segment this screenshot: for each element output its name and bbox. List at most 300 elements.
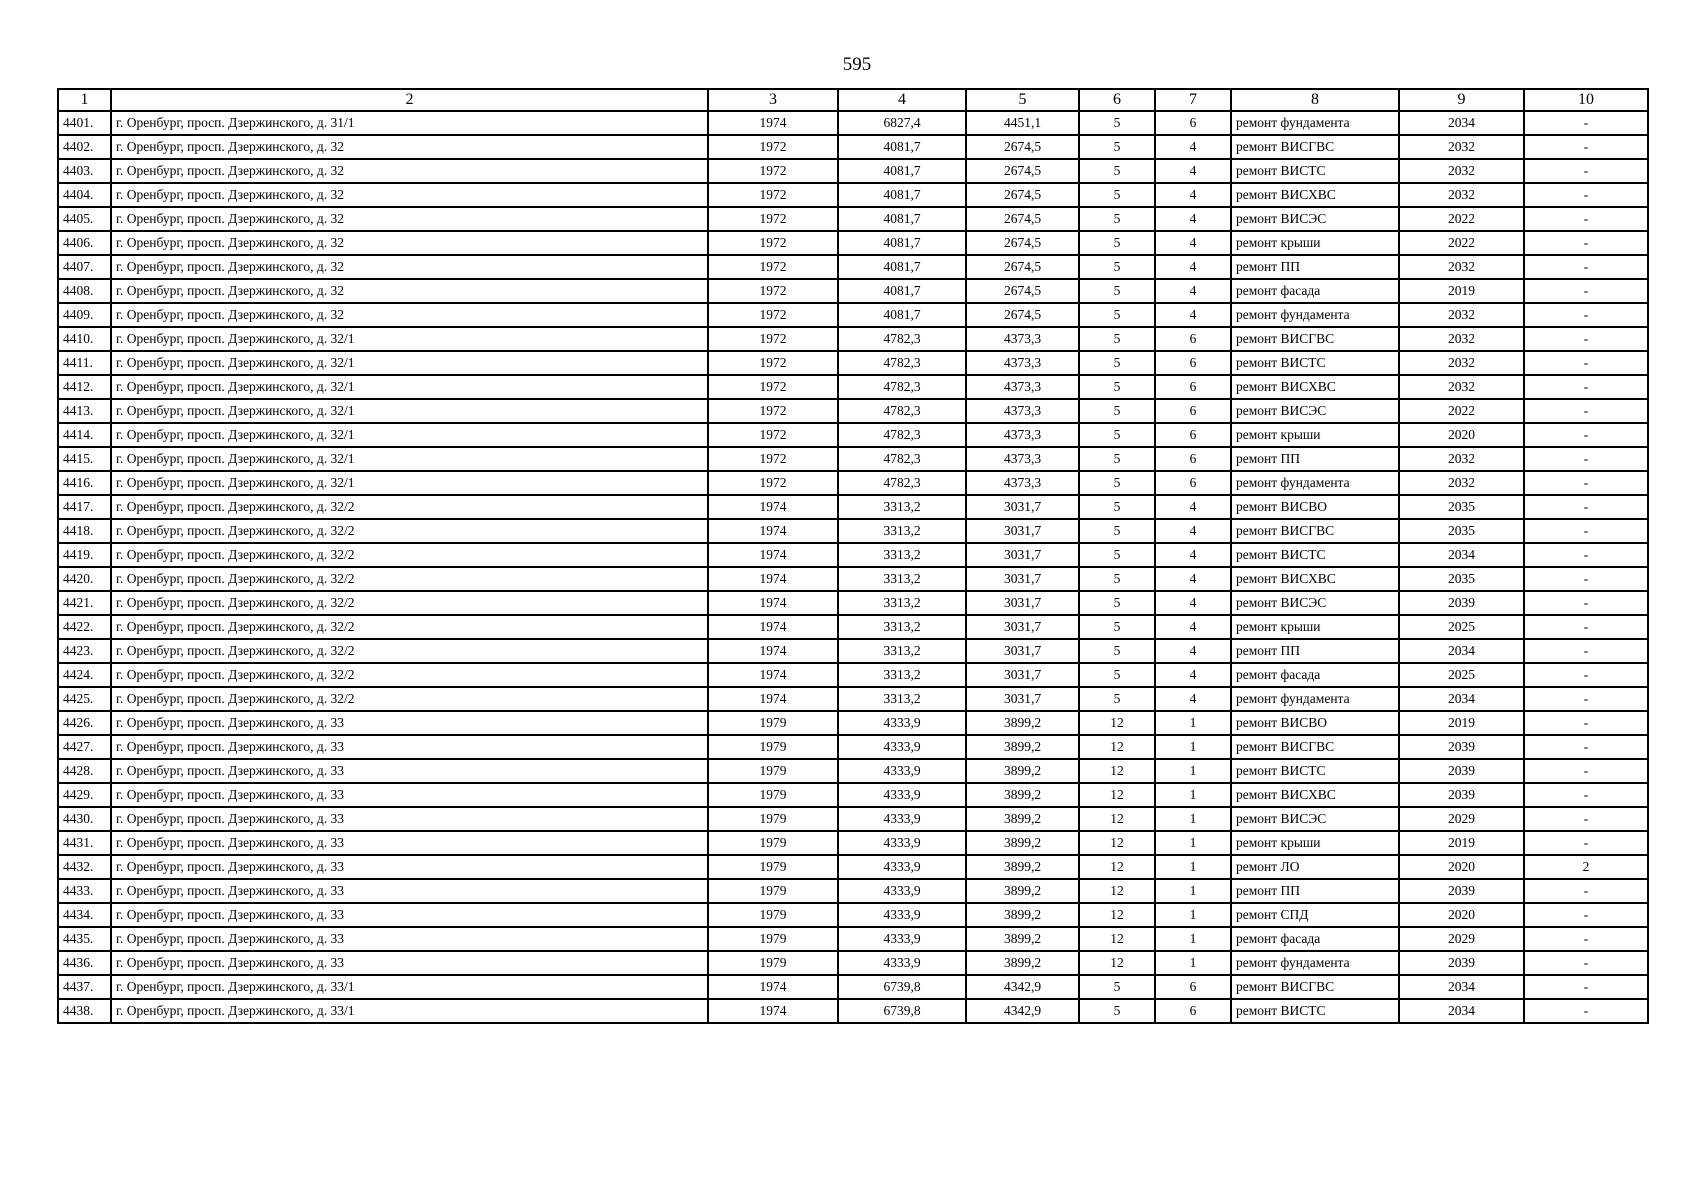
- planned-year-cell: 2032: [1399, 183, 1524, 207]
- table-row: [58, 807, 1648, 831]
- total-area-cell: 3313,2: [838, 639, 966, 663]
- planned-year-cell: 2039: [1399, 759, 1524, 783]
- floors-cell: 5: [1079, 639, 1155, 663]
- note-cell: 2: [1524, 855, 1648, 879]
- table-row: [58, 207, 1648, 231]
- address-cell: г. Оренбург, просп. Дзержинского, д. 33: [111, 735, 708, 759]
- row-number-cell: 4428.: [58, 759, 111, 783]
- total-area-cell: 4333,9: [838, 807, 966, 831]
- total-area-cell: 4081,7: [838, 303, 966, 327]
- address-cell: г. Оренбург, просп. Дзержинского, д. 32: [111, 207, 708, 231]
- row-number-cell: 4407.: [58, 255, 111, 279]
- entrances-cell: 4: [1155, 591, 1231, 615]
- year-cell: 1972: [708, 303, 838, 327]
- entrances-cell: 4: [1155, 231, 1231, 255]
- entrances-cell: 4: [1155, 543, 1231, 567]
- table-row: [58, 759, 1648, 783]
- table-row: [58, 495, 1648, 519]
- entrances-cell: 4: [1155, 279, 1231, 303]
- column-header: 3: [708, 89, 838, 111]
- note-cell: -: [1524, 375, 1648, 399]
- floors-cell: 5: [1079, 399, 1155, 423]
- table-row: [58, 951, 1648, 975]
- total-area-cell: 4782,3: [838, 327, 966, 351]
- planned-year-cell: 2034: [1399, 975, 1524, 999]
- living-area-cell: 3031,7: [966, 495, 1079, 519]
- work-type-cell: ремонт ВИСТС: [1231, 999, 1399, 1023]
- table-row: [58, 735, 1648, 759]
- total-area-cell: 6827,4: [838, 111, 966, 135]
- living-area-cell: 2674,5: [966, 255, 1079, 279]
- table-row: [58, 639, 1648, 663]
- planned-year-cell: 2019: [1399, 831, 1524, 855]
- work-type-cell: ремонт ПП: [1231, 639, 1399, 663]
- floors-cell: 12: [1079, 855, 1155, 879]
- floors-cell: 5: [1079, 207, 1155, 231]
- year-cell: 1972: [708, 375, 838, 399]
- work-type-cell: ремонт ВИСЭС: [1231, 399, 1399, 423]
- planned-year-cell: 2039: [1399, 879, 1524, 903]
- work-type-cell: ремонт фундамента: [1231, 303, 1399, 327]
- living-area-cell: 4373,3: [966, 327, 1079, 351]
- year-cell: 1979: [708, 855, 838, 879]
- row-number-cell: 4414.: [58, 423, 111, 447]
- table-row: [58, 111, 1648, 135]
- entrances-cell: 6: [1155, 975, 1231, 999]
- address-cell: г. Оренбург, просп. Дзержинского, д. 32/2: [111, 615, 708, 639]
- floors-cell: 5: [1079, 423, 1155, 447]
- work-type-cell: ремонт ВИСГВС: [1231, 735, 1399, 759]
- row-number-cell: 4436.: [58, 951, 111, 975]
- entrances-cell: 1: [1155, 783, 1231, 807]
- table-row: [58, 543, 1648, 567]
- note-cell: -: [1524, 783, 1648, 807]
- row-number-cell: 4423.: [58, 639, 111, 663]
- address-cell: г. Оренбург, просп. Дзержинского, д. 33: [111, 879, 708, 903]
- note-cell: -: [1524, 903, 1648, 927]
- address-cell: г. Оренбург, просп. Дзержинского, д. 33/1: [111, 975, 708, 999]
- total-area-cell: 4333,9: [838, 831, 966, 855]
- repair-schedule-table: [57, 88, 1649, 1024]
- address-cell: г. Оренбург, просп. Дзержинского, д. 32: [111, 255, 708, 279]
- entrances-cell: 6: [1155, 375, 1231, 399]
- work-type-cell: ремонт фасада: [1231, 663, 1399, 687]
- living-area-cell: 4342,9: [966, 975, 1079, 999]
- living-area-cell: 3899,2: [966, 903, 1079, 927]
- address-cell: г. Оренбург, просп. Дзержинского, д. 32/2: [111, 495, 708, 519]
- planned-year-cell: 2039: [1399, 783, 1524, 807]
- total-area-cell: 3313,2: [838, 615, 966, 639]
- address-cell: г. Оренбург, просп. Дзержинского, д. 32/2: [111, 687, 708, 711]
- year-cell: 1974: [708, 999, 838, 1023]
- table-body: [58, 111, 1648, 1023]
- work-type-cell: ремонт ПП: [1231, 447, 1399, 471]
- year-cell: 1972: [708, 351, 838, 375]
- row-number-cell: 4403.: [58, 159, 111, 183]
- total-area-cell: 4081,7: [838, 231, 966, 255]
- work-type-cell: ремонт ВИСЭС: [1231, 591, 1399, 615]
- row-number-cell: 4417.: [58, 495, 111, 519]
- floors-cell: 12: [1079, 783, 1155, 807]
- total-area-cell: 4333,9: [838, 759, 966, 783]
- planned-year-cell: 2022: [1399, 207, 1524, 231]
- year-cell: 1974: [708, 495, 838, 519]
- table-row: [58, 231, 1648, 255]
- total-area-cell: 4782,3: [838, 423, 966, 447]
- planned-year-cell: 2032: [1399, 255, 1524, 279]
- entrances-cell: 4: [1155, 615, 1231, 639]
- floors-cell: 5: [1079, 543, 1155, 567]
- floors-cell: 5: [1079, 303, 1155, 327]
- row-number-cell: 4404.: [58, 183, 111, 207]
- total-area-cell: 6739,8: [838, 975, 966, 999]
- living-area-cell: 4373,3: [966, 375, 1079, 399]
- floors-cell: 12: [1079, 831, 1155, 855]
- note-cell: -: [1524, 567, 1648, 591]
- year-cell: 1972: [708, 135, 838, 159]
- address-cell: г. Оренбург, просп. Дзержинского, д. 33: [111, 807, 708, 831]
- total-area-cell: 3313,2: [838, 567, 966, 591]
- note-cell: -: [1524, 807, 1648, 831]
- work-type-cell: ремонт ВИСТС: [1231, 759, 1399, 783]
- total-area-cell: 4333,9: [838, 927, 966, 951]
- row-number-cell: 4425.: [58, 687, 111, 711]
- year-cell: 1979: [708, 831, 838, 855]
- address-cell: г. Оренбург, просп. Дзержинского, д. 32: [111, 183, 708, 207]
- table-row: [58, 135, 1648, 159]
- note-cell: -: [1524, 279, 1648, 303]
- planned-year-cell: 2035: [1399, 567, 1524, 591]
- living-area-cell: 2674,5: [966, 207, 1079, 231]
- floors-cell: 5: [1079, 255, 1155, 279]
- note-cell: -: [1524, 495, 1648, 519]
- address-cell: г. Оренбург, просп. Дзержинского, д. 32: [111, 159, 708, 183]
- total-area-cell: 4333,9: [838, 711, 966, 735]
- work-type-cell: ремонт ВИСХВС: [1231, 183, 1399, 207]
- table-row: [58, 375, 1648, 399]
- address-cell: г. Оренбург, просп. Дзержинского, д. 32: [111, 135, 708, 159]
- floors-cell: 12: [1079, 903, 1155, 927]
- note-cell: -: [1524, 111, 1648, 135]
- floors-cell: 5: [1079, 327, 1155, 351]
- living-area-cell: 4342,9: [966, 999, 1079, 1023]
- row-number-cell: 4421.: [58, 591, 111, 615]
- table-row: [58, 255, 1648, 279]
- total-area-cell: 4333,9: [838, 855, 966, 879]
- total-area-cell: 4782,3: [838, 399, 966, 423]
- work-type-cell: ремонт фундамента: [1231, 687, 1399, 711]
- entrances-cell: 1: [1155, 879, 1231, 903]
- planned-year-cell: 2029: [1399, 927, 1524, 951]
- address-cell: г. Оренбург, просп. Дзержинского, д. 32/2: [111, 519, 708, 543]
- year-cell: 1972: [708, 471, 838, 495]
- floors-cell: 5: [1079, 471, 1155, 495]
- note-cell: -: [1524, 951, 1648, 975]
- year-cell: 1979: [708, 735, 838, 759]
- year-cell: 1974: [708, 615, 838, 639]
- note-cell: -: [1524, 231, 1648, 255]
- note-cell: -: [1524, 327, 1648, 351]
- note-cell: -: [1524, 303, 1648, 327]
- work-type-cell: ремонт ПП: [1231, 255, 1399, 279]
- floors-cell: 5: [1079, 231, 1155, 255]
- total-area-cell: 3313,2: [838, 543, 966, 567]
- planned-year-cell: 2034: [1399, 687, 1524, 711]
- column-header: 10: [1524, 89, 1648, 111]
- entrances-cell: 6: [1155, 399, 1231, 423]
- planned-year-cell: 2020: [1399, 903, 1524, 927]
- work-type-cell: ремонт фасада: [1231, 927, 1399, 951]
- row-number-cell: 4401.: [58, 111, 111, 135]
- floors-cell: 5: [1079, 687, 1155, 711]
- note-cell: -: [1524, 351, 1648, 375]
- floors-cell: 5: [1079, 975, 1155, 999]
- address-cell: г. Оренбург, просп. Дзержинского, д. 32: [111, 303, 708, 327]
- entrances-cell: 1: [1155, 903, 1231, 927]
- address-cell: г. Оренбург, просп. Дзержинского, д. 32/1: [111, 327, 708, 351]
- planned-year-cell: 2032: [1399, 135, 1524, 159]
- address-cell: г. Оренбург, просп. Дзержинского, д. 32/2: [111, 639, 708, 663]
- living-area-cell: 2674,5: [966, 183, 1079, 207]
- note-cell: -: [1524, 399, 1648, 423]
- planned-year-cell: 2020: [1399, 423, 1524, 447]
- table-row: [58, 303, 1648, 327]
- row-number-cell: 4437.: [58, 975, 111, 999]
- planned-year-cell: 2029: [1399, 807, 1524, 831]
- note-cell: -: [1524, 207, 1648, 231]
- year-cell: 1979: [708, 927, 838, 951]
- year-cell: 1979: [708, 951, 838, 975]
- living-area-cell: 4451,1: [966, 111, 1079, 135]
- work-type-cell: ремонт фундамента: [1231, 111, 1399, 135]
- total-area-cell: 4333,9: [838, 903, 966, 927]
- living-area-cell: 3031,7: [966, 591, 1079, 615]
- entrances-cell: 4: [1155, 639, 1231, 663]
- total-area-cell: 4782,3: [838, 471, 966, 495]
- work-type-cell: ремонт ВИСГВС: [1231, 135, 1399, 159]
- row-number-cell: 4427.: [58, 735, 111, 759]
- living-area-cell: 3899,2: [966, 807, 1079, 831]
- year-cell: 1972: [708, 207, 838, 231]
- note-cell: -: [1524, 423, 1648, 447]
- living-area-cell: 2674,5: [966, 135, 1079, 159]
- total-area-cell: 3313,2: [838, 663, 966, 687]
- work-type-cell: ремонт ВИСТС: [1231, 543, 1399, 567]
- living-area-cell: 4373,3: [966, 423, 1079, 447]
- table-row: [58, 831, 1648, 855]
- table-row: [58, 471, 1648, 495]
- floors-cell: 5: [1079, 159, 1155, 183]
- year-cell: 1974: [708, 519, 838, 543]
- floors-cell: 5: [1079, 111, 1155, 135]
- row-number-cell: 4434.: [58, 903, 111, 927]
- entrances-cell: 4: [1155, 159, 1231, 183]
- address-cell: г. Оренбург, просп. Дзержинского, д. 31/1: [111, 111, 708, 135]
- floors-cell: 5: [1079, 999, 1155, 1023]
- year-cell: 1972: [708, 231, 838, 255]
- work-type-cell: ремонт крыши: [1231, 231, 1399, 255]
- floors-cell: 5: [1079, 663, 1155, 687]
- total-area-cell: 3313,2: [838, 687, 966, 711]
- table-row: [58, 975, 1648, 999]
- living-area-cell: 3899,2: [966, 927, 1079, 951]
- year-cell: 1979: [708, 903, 838, 927]
- floors-cell: 5: [1079, 519, 1155, 543]
- work-type-cell: ремонт ВИСГВС: [1231, 519, 1399, 543]
- table-row: [58, 615, 1648, 639]
- living-area-cell: 4373,3: [966, 447, 1079, 471]
- work-type-cell: ремонт ВИСХВС: [1231, 783, 1399, 807]
- planned-year-cell: 2039: [1399, 951, 1524, 975]
- column-header: 7: [1155, 89, 1231, 111]
- note-cell: -: [1524, 639, 1648, 663]
- entrances-cell: 4: [1155, 255, 1231, 279]
- planned-year-cell: 2025: [1399, 615, 1524, 639]
- floors-cell: 12: [1079, 951, 1155, 975]
- table-row: [58, 783, 1648, 807]
- work-type-cell: ремонт ВИСГВС: [1231, 975, 1399, 999]
- living-area-cell: 3031,7: [966, 567, 1079, 591]
- living-area-cell: 3031,7: [966, 639, 1079, 663]
- floors-cell: 5: [1079, 375, 1155, 399]
- planned-year-cell: 2019: [1399, 279, 1524, 303]
- total-area-cell: 4333,9: [838, 951, 966, 975]
- work-type-cell: ремонт ПП: [1231, 879, 1399, 903]
- living-area-cell: 3899,2: [966, 855, 1079, 879]
- entrances-cell: 6: [1155, 423, 1231, 447]
- address-cell: г. Оренбург, просп. Дзержинского, д. 33: [111, 927, 708, 951]
- planned-year-cell: 2034: [1399, 999, 1524, 1023]
- column-header: 6: [1079, 89, 1155, 111]
- row-number-cell: 4416.: [58, 471, 111, 495]
- address-cell: г. Оренбург, просп. Дзержинского, д. 32/1: [111, 351, 708, 375]
- row-number-cell: 4424.: [58, 663, 111, 687]
- row-number-cell: 4438.: [58, 999, 111, 1023]
- living-area-cell: 3899,2: [966, 879, 1079, 903]
- planned-year-cell: 2020: [1399, 855, 1524, 879]
- work-type-cell: ремонт ВИСХВС: [1231, 567, 1399, 591]
- table-row: [58, 879, 1648, 903]
- planned-year-cell: 2032: [1399, 471, 1524, 495]
- work-type-cell: ремонт ЛО: [1231, 855, 1399, 879]
- table-row: [58, 591, 1648, 615]
- entrances-cell: 6: [1155, 999, 1231, 1023]
- living-area-cell: 4373,3: [966, 471, 1079, 495]
- entrances-cell: 4: [1155, 687, 1231, 711]
- entrances-cell: 1: [1155, 927, 1231, 951]
- work-type-cell: ремонт крыши: [1231, 831, 1399, 855]
- note-cell: -: [1524, 159, 1648, 183]
- year-cell: 1972: [708, 447, 838, 471]
- living-area-cell: 3899,2: [966, 711, 1079, 735]
- row-number-cell: 4420.: [58, 567, 111, 591]
- entrances-cell: 1: [1155, 951, 1231, 975]
- floors-cell: 5: [1079, 495, 1155, 519]
- table-row: [58, 447, 1648, 471]
- entrances-cell: 6: [1155, 111, 1231, 135]
- entrances-cell: 1: [1155, 759, 1231, 783]
- living-area-cell: 2674,5: [966, 279, 1079, 303]
- work-type-cell: ремонт ВИСГВС: [1231, 327, 1399, 351]
- row-number-cell: 4410.: [58, 327, 111, 351]
- total-area-cell: 3313,2: [838, 519, 966, 543]
- row-number-cell: 4430.: [58, 807, 111, 831]
- year-cell: 1979: [708, 759, 838, 783]
- table-row: [58, 183, 1648, 207]
- address-cell: г. Оренбург, просп. Дзержинского, д. 32/2: [111, 663, 708, 687]
- row-number-cell: 4418.: [58, 519, 111, 543]
- work-type-cell: ремонт фундамента: [1231, 951, 1399, 975]
- year-cell: 1974: [708, 663, 838, 687]
- entrances-cell: 4: [1155, 519, 1231, 543]
- entrances-cell: 6: [1155, 471, 1231, 495]
- entrances-cell: 6: [1155, 447, 1231, 471]
- planned-year-cell: 2034: [1399, 543, 1524, 567]
- total-area-cell: 4782,3: [838, 447, 966, 471]
- note-cell: -: [1524, 927, 1648, 951]
- note-cell: -: [1524, 975, 1648, 999]
- entrances-cell: 4: [1155, 183, 1231, 207]
- row-number-cell: 4419.: [58, 543, 111, 567]
- floors-cell: 12: [1079, 927, 1155, 951]
- note-cell: -: [1524, 255, 1648, 279]
- entrances-cell: 1: [1155, 855, 1231, 879]
- row-number-cell: 4432.: [58, 855, 111, 879]
- year-cell: 1972: [708, 279, 838, 303]
- row-number-cell: 4435.: [58, 927, 111, 951]
- address-cell: г. Оренбург, просп. Дзержинского, д. 33: [111, 951, 708, 975]
- address-cell: г. Оренбург, просп. Дзержинского, д. 32: [111, 279, 708, 303]
- table-row: [58, 927, 1648, 951]
- planned-year-cell: 2035: [1399, 519, 1524, 543]
- planned-year-cell: 2034: [1399, 639, 1524, 663]
- year-cell: 1979: [708, 807, 838, 831]
- note-cell: -: [1524, 831, 1648, 855]
- year-cell: 1979: [708, 783, 838, 807]
- note-cell: -: [1524, 999, 1648, 1023]
- address-cell: г. Оренбург, просп. Дзержинского, д. 32/2: [111, 591, 708, 615]
- work-type-cell: ремонт фасада: [1231, 279, 1399, 303]
- note-cell: -: [1524, 687, 1648, 711]
- row-number-cell: 4409.: [58, 303, 111, 327]
- entrances-cell: 4: [1155, 135, 1231, 159]
- address-cell: г. Оренбург, просп. Дзержинского, д. 33: [111, 855, 708, 879]
- work-type-cell: ремонт крыши: [1231, 423, 1399, 447]
- address-cell: г. Оренбург, просп. Дзержинского, д. 32/1: [111, 399, 708, 423]
- row-number-cell: 4408.: [58, 279, 111, 303]
- planned-year-cell: 2034: [1399, 111, 1524, 135]
- work-type-cell: ремонт ВИСВО: [1231, 711, 1399, 735]
- table-row: [58, 399, 1648, 423]
- note-cell: -: [1524, 879, 1648, 903]
- total-area-cell: 6739,8: [838, 999, 966, 1023]
- living-area-cell: 3031,7: [966, 687, 1079, 711]
- row-number-cell: 4406.: [58, 231, 111, 255]
- table-row: [58, 999, 1648, 1023]
- note-cell: -: [1524, 759, 1648, 783]
- address-cell: г. Оренбург, просп. Дзержинского, д. 33: [111, 759, 708, 783]
- table-row: [58, 687, 1648, 711]
- entrances-cell: 4: [1155, 567, 1231, 591]
- note-cell: -: [1524, 519, 1648, 543]
- planned-year-cell: 2035: [1399, 495, 1524, 519]
- work-type-cell: ремонт ВИСХВС: [1231, 375, 1399, 399]
- floors-cell: 5: [1079, 279, 1155, 303]
- planned-year-cell: 2032: [1399, 351, 1524, 375]
- row-number-cell: 4405.: [58, 207, 111, 231]
- table-row: [58, 519, 1648, 543]
- year-cell: 1974: [708, 543, 838, 567]
